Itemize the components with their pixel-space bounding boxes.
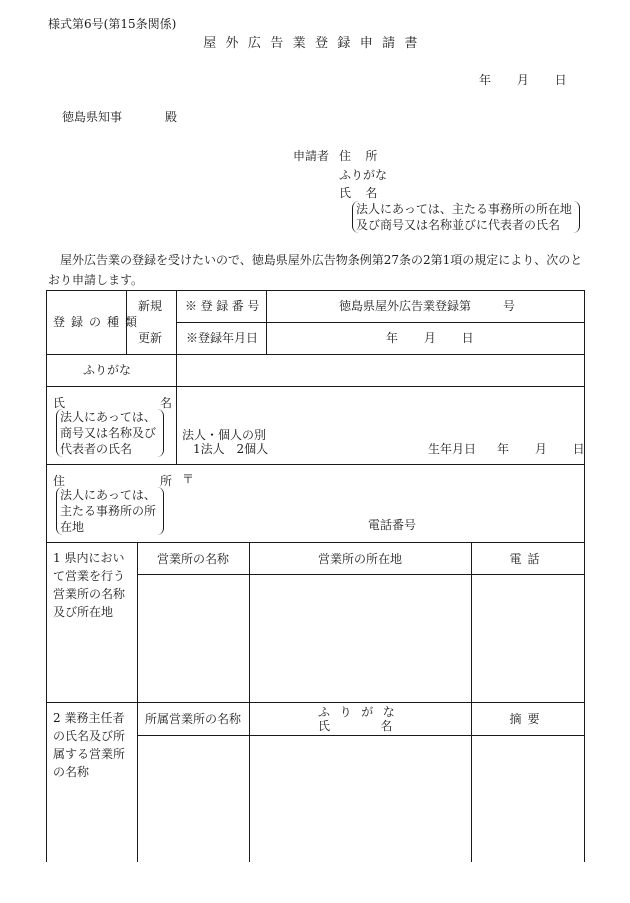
name-label-char1: 氏 (53, 396, 66, 410)
applicant-note-line1: 法人にあっては、主たる事務所の所在地 (356, 202, 572, 216)
address-note (56, 487, 164, 535)
address-note-line1: 法人にあっては、 (60, 488, 156, 502)
form-number-label: 様式第6号(第15条関係) (48, 17, 177, 31)
honorific: 殿 (165, 110, 178, 124)
assigned-office-header: 所属営業所の名称 (144, 712, 241, 726)
registration-number-prefix: 徳島県屋外広告業登録第 (339, 299, 472, 313)
name-note-line2: 商号又は名称及び (60, 426, 157, 440)
table-border-right (584, 290, 585, 862)
col-divider-reg-field (266, 290, 267, 354)
name-note-line3: 代表者の氏名 (60, 442, 133, 456)
row-divider-registration (176, 322, 584, 323)
section1-label: 1 県内において営業を行う営業所の名称及び所在地 (53, 551, 126, 619)
row-divider-section2 (46, 702, 584, 703)
registration-type-label: 登録の種類 (53, 315, 144, 329)
birthdate-value[interactable]: 年 月 日 (497, 442, 585, 456)
col-divider-label (176, 290, 177, 464)
renewal-option[interactable]: 更新 (138, 331, 163, 345)
row-divider-address (46, 464, 584, 465)
name-note-line1: 法人にあっては、 (60, 410, 156, 424)
name-label-char2: 名 (160, 396, 173, 410)
row-divider-section2-header (137, 735, 584, 736)
applicant-furigana-label: ふりがな (339, 168, 388, 182)
applicant-address-label: 住所 (339, 149, 392, 163)
address-note-line3: 在地 (60, 520, 85, 534)
office-name-header: 営業所の名称 (156, 552, 229, 566)
new-registration-option[interactable]: 新規 (138, 299, 163, 313)
applicant-name-label: 氏名 (339, 186, 392, 200)
intro-text: 屋外広告業の登録を受けたいので、徳島県屋外広告物条例第27条の2第1項の規定により、次のとおり申請します。 (48, 253, 583, 287)
row-divider-section1 (46, 542, 584, 543)
col-divider-phone (471, 542, 472, 862)
registration-number-suffix: 号 (503, 299, 516, 313)
postal-mark: 〒 (182, 472, 195, 486)
address-label-char1: 住 (53, 474, 66, 488)
entity-type-label: 法人・個人の別 (182, 428, 267, 442)
row-divider-name (46, 386, 584, 387)
remarks-header: 摘要 (509, 712, 546, 726)
addressee: 徳島県知事 (62, 110, 123, 124)
entity-type-options[interactable]: 1法人 2個人 (193, 442, 269, 456)
application-date[interactable]: 年 月 日 (479, 73, 567, 87)
manager-furigana-header: ふりがな (318, 705, 405, 719)
office-phone-header: 電話 (509, 552, 546, 566)
applicant-note (352, 201, 580, 233)
table-border-left (46, 290, 47, 862)
furigana-label: ふりがな (83, 363, 132, 377)
row-divider-section1-header (137, 574, 584, 575)
applicant-caption: 申請者 (293, 149, 330, 163)
birthdate-label: 生年月日 (428, 442, 477, 456)
phone-number-label: 電話番号 (368, 518, 417, 532)
col-divider-office-name (249, 542, 250, 862)
registration-number-label: ※登録番号 (185, 299, 264, 313)
address-label-char2: 所 (160, 474, 173, 488)
name-note (56, 409, 164, 457)
registration-date-value[interactable]: 年 月 日 (386, 331, 474, 345)
registration-date-label: ※登録年月日 (186, 331, 259, 345)
office-location-header: 営業所の所在地 (317, 552, 402, 566)
row-divider-furigana (46, 354, 584, 355)
document-title: 屋外広告業登録申請書 (203, 36, 427, 51)
section2-label: 2 業務主任者の氏名及び所属する営業所の名称 (53, 711, 126, 779)
address-note-line2: 主たる事務所の所 (60, 504, 157, 518)
applicant-note-line2: 及び商号又は名称並びに代表者の氏名 (356, 218, 561, 232)
manager-name-header: 氏名 (318, 719, 443, 733)
col-divider-section-label (137, 542, 138, 862)
